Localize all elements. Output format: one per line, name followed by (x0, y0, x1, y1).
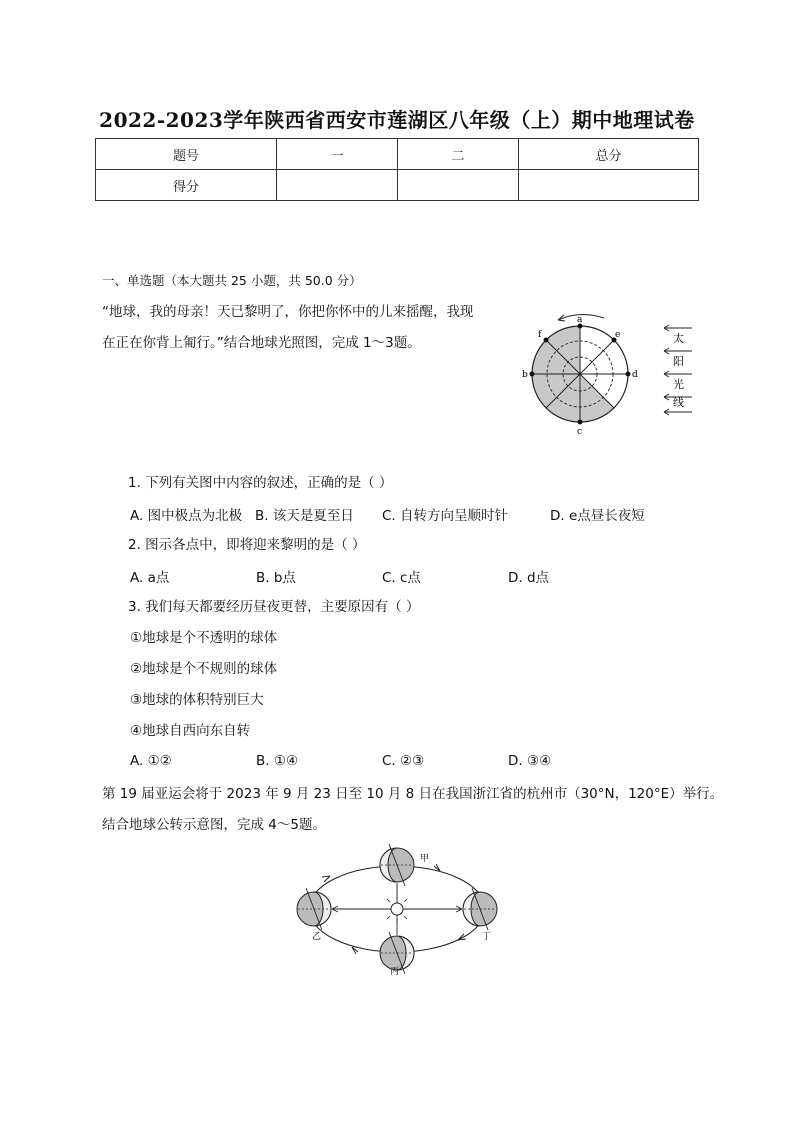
intro-text-line: “地球，我的母亲！天已黎明了，你把你怀中的儿来摇醒，我现 (102, 304, 474, 320)
table-cell (277, 170, 398, 201)
option-d[interactable]: D. e点昼长夜短 (550, 508, 645, 524)
point-label: e (615, 330, 621, 340)
option-d[interactable]: D. d点 (508, 570, 550, 586)
point-label: a (577, 315, 583, 325)
score-table (95, 138, 699, 201)
option-b[interactable]: B. ①④ (256, 753, 299, 769)
sunlight-label: 光 (673, 378, 684, 391)
statement-item: ④地球自西向东自转 (130, 723, 251, 739)
globe-label: 甲 (420, 854, 430, 864)
option-c[interactable]: C. 自转方向呈顺时针 (382, 508, 509, 524)
option-c[interactable]: C. ②③ (382, 753, 425, 769)
question-3-stem: 3. 我们每天都要经历昼夜更替，主要原因有（ ） (128, 599, 420, 615)
option-b[interactable]: B. b点 (256, 570, 296, 586)
sunlight-label: 线 (673, 396, 684, 409)
section-heading: 一、单选题（本大题共 25 小题，共 50.0 分） (102, 273, 362, 288)
statement-item: ③地球的体积特别巨大 (130, 692, 264, 708)
earth-revolution-figure (290, 843, 510, 975)
score-table-header-row (96, 139, 699, 170)
option-a[interactable]: A. a点 (130, 570, 170, 586)
page-title: 2022-2023学年陕西省西安市莲湖区八年级（上）期中地理试卷 (99, 108, 695, 132)
table-cell: 题号 (96, 139, 277, 170)
sunlight-label: 阳 (673, 355, 684, 368)
point-label: c (577, 427, 583, 437)
point-label: f (538, 330, 542, 340)
option-c[interactable]: C. c点 (382, 570, 421, 586)
point-label: b (522, 370, 528, 380)
intro-text-line: 结合地球公转示意图，完成 4～5题。 (102, 817, 326, 833)
question-1-stem: 1. 下列有关图中内容的叙述，正确的是（ ） (128, 475, 393, 491)
intro-text-line: 在正在你背上匍行。”结合地球光照图，完成 1～3题。 (102, 335, 421, 351)
option-a[interactable]: A. ①② (130, 753, 172, 769)
table-cell: 二 (398, 139, 519, 170)
table-cell: 总分 (519, 139, 699, 170)
table-cell (398, 170, 519, 201)
question-2-stem: 2. 图示各点中，即将迎来黎明的是（ ） (128, 537, 366, 553)
point-label: d (632, 370, 638, 380)
option-b[interactable]: B. 该天是夏至日 (255, 508, 354, 524)
score-table-row (96, 170, 699, 201)
globe-label: 丁 (482, 932, 492, 942)
option-d[interactable]: D. ③④ (508, 753, 552, 769)
statement-item: ②地球是个不规则的球体 (130, 661, 278, 677)
table-cell: 一 (277, 139, 398, 170)
earth-illumination-figure (508, 308, 704, 440)
statement-item: ①地球是个不透明的球体 (130, 630, 278, 646)
table-cell: 得分 (96, 170, 277, 201)
globe-label: 乙 (312, 932, 322, 942)
sunlight-label: 太 (673, 332, 684, 345)
globe-label: 丙 (390, 967, 400, 975)
intro-text-line: 第 19 届亚运会将于 2023 年 9 月 23 日至 10 月 8 日在我国浙江省的杭州市（30°N，120°E）举行。 (102, 786, 724, 802)
option-a[interactable]: A. 图中极点为北极 (130, 508, 243, 524)
table-cell (519, 170, 699, 201)
